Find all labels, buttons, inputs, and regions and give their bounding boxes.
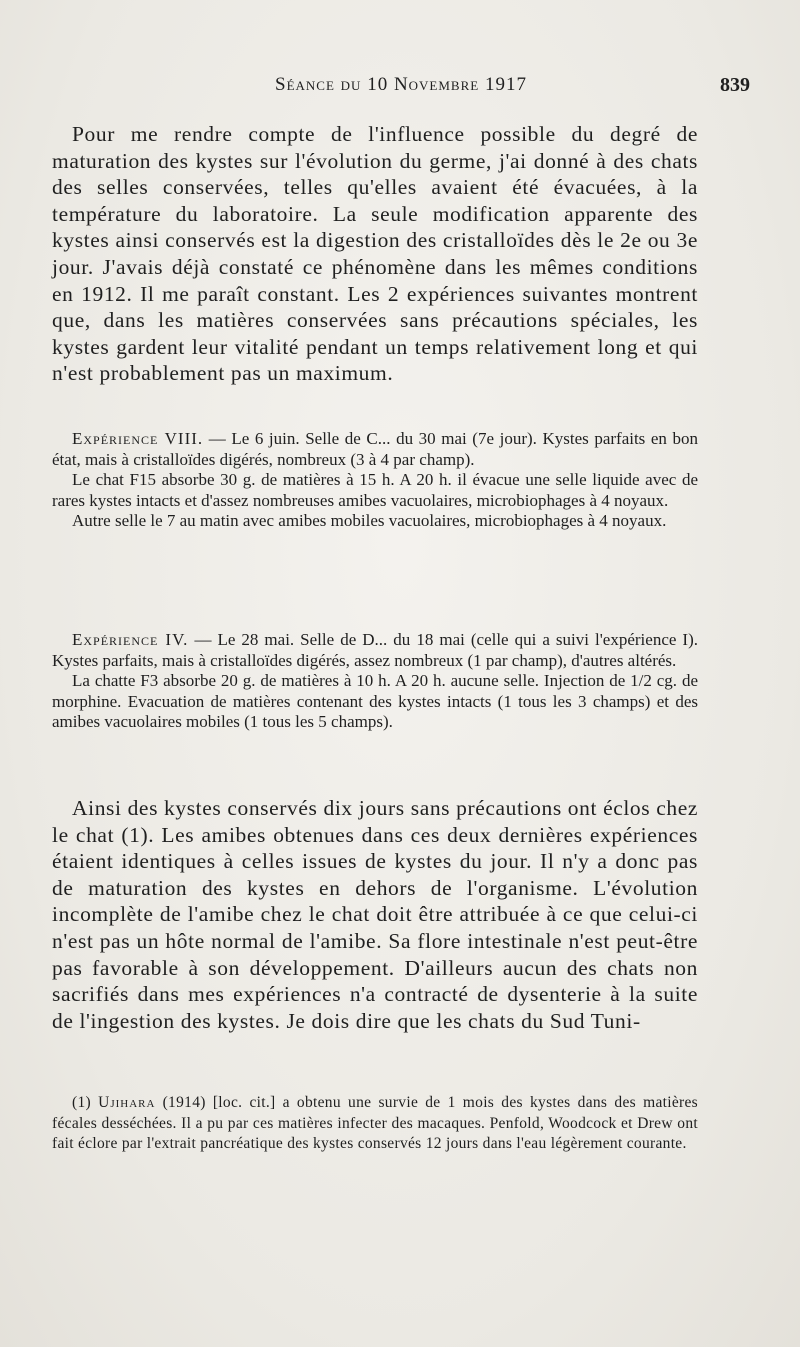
running-title: Séance du 10 Novembre 1917 [275, 74, 527, 95]
intro-paragraph: Pour me rendre compte de l'influence possible du degré de maturation des kystes sur l'évolution du germe, j'ai donné à des chats des selles conservées, telles qu'elles avaient été évacuées, à la température du laboratoire. La seule modification apparente des kystes ainsi conservés est la digestion des cristalloïdes dès le 2e ou 3e jour. J'avais déjà constaté ce phénomène dans les mêmes conditions en 1912. Il me paraît constant. Les 2 expériences suivantes montrent que, dans les matières conservées sans précautions spéciales, les kystes gardent leur vitalité pendant un temps relativement long et qui n'est probablement pas un maximum. [52, 122, 698, 386]
footnote [52, 1093, 698, 1155]
experiment-paragraph: La chatte F3 absorbe 20 g. de matières à 10 h. A 20 h. aucune selle. Injection de 1/2 cg. de morphine. Evacuation de matières contenant des kystes intacts (1 tous les 3 champs) et des amibes vacuolaires mobiles (1 tous les 5 champs). [52, 671, 698, 731]
experiment-paragraph [52, 429, 698, 470]
experiment-iv [52, 630, 698, 733]
running-header [52, 74, 750, 104]
experiment-viii [52, 429, 698, 532]
experiment-label: Expérience IV. [72, 630, 189, 649]
experiment-paragraph: Le chat F15 absorbe 30 g. de matières à 15 h. A 20 h. il évacue une selle liquide avec de rares kystes intacts et d'assez nombreuses amibes vacuolaires, microbiophages à 4 noyaux. [52, 470, 698, 510]
footnote-text: (1914) [loc. cit.] a obtenu une survie de 1 mois des kystes dans des matières fécales desséchées. Il a pu par ces matières infecter des macaques. Penfold, Woodcock et Drew ont fait éclore par l'extrait pancréatique des kystes conservés 12 jours dans l'eau légèrement courante. [52, 1094, 698, 1152]
experiment-label: Expérience VIII. [72, 429, 204, 448]
footnote-author: Ujihara [98, 1094, 156, 1111]
page-number: 839 [720, 74, 750, 96]
conclusion-paragraph: Ainsi des kystes conservés dix jours sans précautions ont éclos chez le chat (1). Les amibes obtenues dans ces deux dernières expériences étaient identiques à celles issues de kystes du jour. Il n'y a donc pas de maturation des kystes en dehors de l'organisme. L'évolution incomplète de l'amibe chez le chat doit être attribuée à ce que celui-ci n'est pas un hôte normal de l'amibe. Sa flore intestinale n'est peut-être pas favorable à son développement. D'ailleurs aucun des chats non sacrifiés dans mes expériences n'a contracté de dysenterie à la suite de l'ingestion des kystes. Je dois dire que les chats du Sud Tuni- [52, 796, 698, 1033]
experiment-paragraph: Autre selle le 7 au matin avec amibes mobiles vacuolaires, microbiophages à 4 noyaux. [72, 511, 667, 530]
experiment-text: — Le 28 mai. Selle de D... du 18 mai (celle qui a suivi l'expérience I). Kystes parfaits, mais à cristalloïdes digérés, assez nombreux (1 par champ), d'autres altérés. [52, 630, 698, 670]
experiment-text: — Le 6 juin. Selle de C... du 30 mai (7e jour). Kystes parfaits en bon état, mais à cristalloïdes digérés, nombreux (3 à 4 par champ). [52, 429, 699, 469]
experiment-paragraph [52, 630, 698, 671]
footnote-marker: (1) [72, 1094, 91, 1111]
